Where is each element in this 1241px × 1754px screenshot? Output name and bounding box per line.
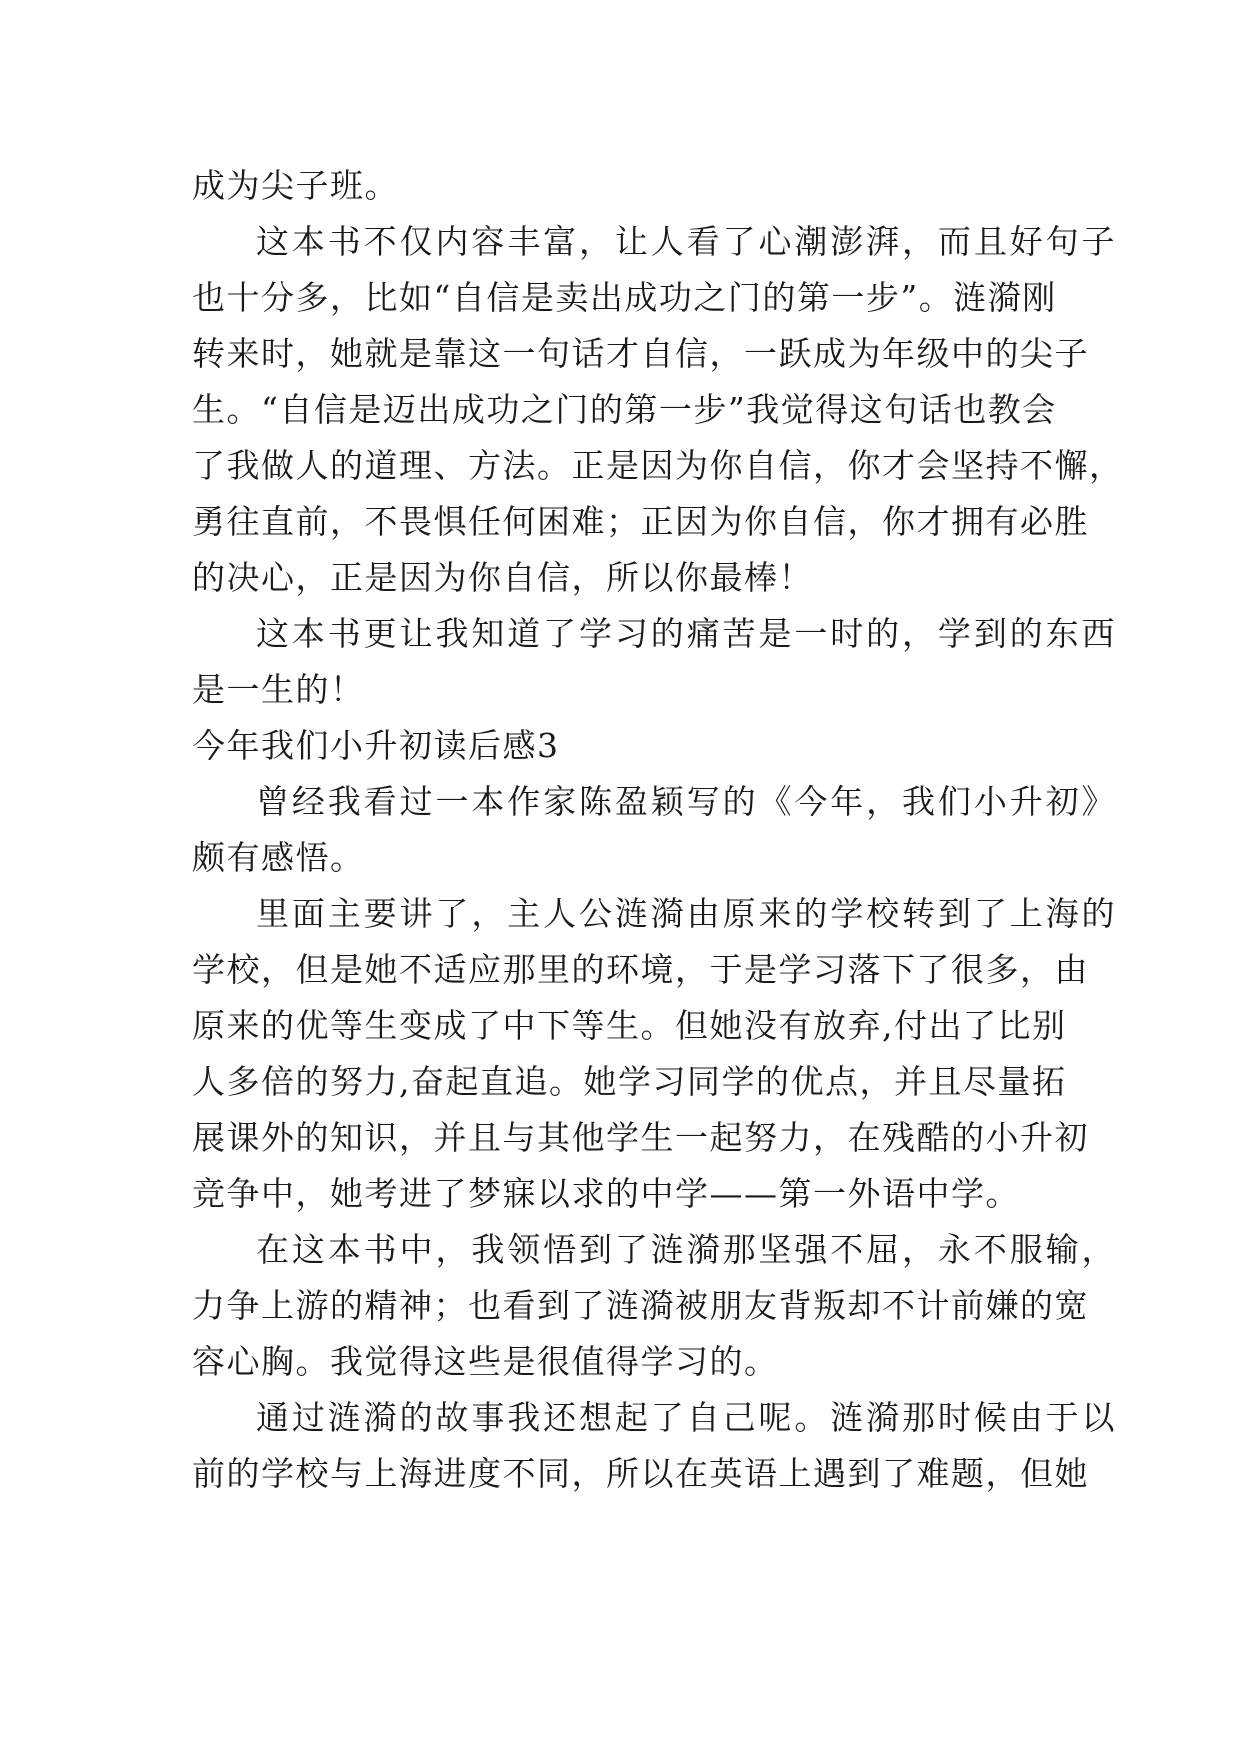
text-line: 这本书不仅内容丰富，让人看了心潮澎湃，而且好句子 bbox=[256, 222, 1116, 261]
text-line: 勇往直前，不畏惧任何困难；正因为你自信，你才拥有必胜 bbox=[192, 502, 1089, 541]
text-line: 曾经我看过一本作家陈盈颖写的《今年，我们小升初》 bbox=[256, 782, 1116, 821]
text-line: 颇有感悟。 bbox=[192, 838, 365, 877]
text-line: 展课外的知识，并且与其他学生一起努力，在残酷的小升初 bbox=[192, 1118, 1089, 1157]
text-line: 前的学校与上海进度不同，所以在英语上遇到了难题，但她 bbox=[192, 1454, 1089, 1493]
text-line: 了我做人的道理、方法。正是因为你自信，你才会坚持不懈， bbox=[192, 446, 1124, 485]
text-line: 原来的优等生变成了中下等生。但她没有放弃,付出了比别 bbox=[192, 1006, 1067, 1045]
text-line: 的决心，正是因为你自信，所以你最棒！ bbox=[192, 558, 813, 597]
text-line: 也十分多，比如“自信是卖出成功之门的第一步”。涟漪刚 bbox=[192, 278, 1057, 317]
text-line: 成为尖子班。 bbox=[192, 166, 399, 205]
text-line: 转来时，她就是靠这一句话才自信，一跃成为年级中的尖子 bbox=[192, 334, 1089, 373]
text-line: 是一生的！ bbox=[192, 670, 365, 709]
text-line: 学校，但是她不适应那里的环境，于是学习落下了很多，由 bbox=[192, 950, 1089, 989]
text-line: 生。“自信是迈出成功之门的第一步”我觉得这句话也教会 bbox=[192, 390, 1057, 429]
text-line: 通过涟漪的故事我还想起了自己呢。涟漪那时候由于以 bbox=[256, 1398, 1116, 1437]
text-line: 容心胸。我觉得这些是很值得学习的。 bbox=[192, 1342, 779, 1381]
text-line: 人多倍的努力,奋起直追。她学习同学的优点，并且尽量拓 bbox=[192, 1062, 1067, 1101]
section-heading: 今年我们小升初读后感3 bbox=[192, 726, 560, 765]
text-line: 力争上游的精神；也看到了涟漪被朋友背叛却不计前嫌的宽 bbox=[192, 1286, 1089, 1325]
text-line: 里面主要讲了，主人公涟漪由原来的学校转到了上海的 bbox=[256, 894, 1116, 933]
text-line: 在这本书中，我领悟到了涟漪那坚强不屈，永不服输， bbox=[256, 1230, 1116, 1269]
text-line: 竞争中，她考进了梦寐以求的中学——第一外语中学。 bbox=[192, 1174, 1020, 1213]
text-line: 这本书更让我知道了学习的痛苦是一时的，学到的东西 bbox=[256, 614, 1116, 653]
